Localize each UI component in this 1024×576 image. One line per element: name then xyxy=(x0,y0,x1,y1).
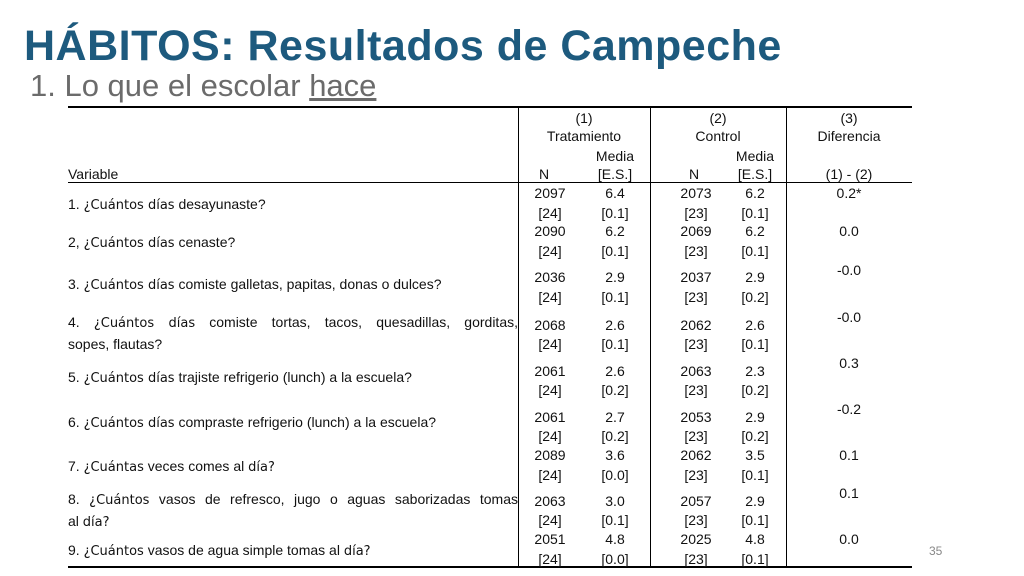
question-text: ¿Cuántos días xyxy=(83,198,175,213)
question-line-2 xyxy=(68,334,518,354)
question-text: 1. xyxy=(68,196,84,212)
difference-value: 0.3 xyxy=(839,355,859,371)
page-number: 35 xyxy=(929,544,943,558)
difference-value: -0.2 xyxy=(836,401,862,417)
treatment-n-se: [24] xyxy=(538,243,562,259)
treatment-mean: 6.4 xyxy=(605,185,625,201)
group-name-2: Control xyxy=(695,128,741,144)
question-text: al xyxy=(68,513,83,529)
control-n: 2057 xyxy=(680,493,712,509)
treatment-n: 2090 xyxy=(534,223,566,239)
column-divider-1 xyxy=(518,106,519,568)
treatment-n: 2068 xyxy=(534,317,566,333)
subtitle-underlined-word: hace xyxy=(309,68,377,103)
control-n: 2069 xyxy=(680,223,712,239)
question-text: desayunaste? xyxy=(174,196,266,212)
variable-question xyxy=(68,312,518,354)
group-name-3: Diferencia xyxy=(817,128,881,144)
control-n: 2063 xyxy=(680,363,712,379)
control-mean-se: [0.1] xyxy=(741,467,769,483)
control-n-se: [23] xyxy=(684,289,708,305)
group-name-1: Tratamiento xyxy=(546,128,622,144)
control-n-se: [23] xyxy=(684,428,708,444)
question-text: veces comes al xyxy=(143,458,249,474)
difference-value: -0.0 xyxy=(836,262,862,278)
control-mean: 3.5 xyxy=(745,447,765,463)
question-text: 8. xyxy=(68,491,90,507)
question-text: comiste galletas, papitas, donas o dulces? xyxy=(174,276,442,292)
header-n-control: N xyxy=(688,166,700,182)
treatment-n-se: [24] xyxy=(538,382,562,398)
difference-value: 0.0 xyxy=(839,223,859,239)
treatment-n-se: [24] xyxy=(538,428,562,444)
question-text: ¿Cuántos días xyxy=(83,371,175,386)
variable-question xyxy=(68,367,518,389)
control-n-se: [23] xyxy=(684,467,708,483)
treatment-mean: 2.6 xyxy=(605,317,625,333)
question-text: ¿Cuántos días xyxy=(93,316,196,331)
treatment-mean-se: [0.1] xyxy=(601,336,629,352)
control-mean: 2.3 xyxy=(745,363,765,379)
control-mean: 6.2 xyxy=(745,185,765,201)
question-text: ¿Cuántos xyxy=(83,544,144,559)
treatment-n-se: [24] xyxy=(538,336,562,352)
treatment-mean: 3.0 xyxy=(605,493,625,509)
question-text: vasos de agua simple tomas al xyxy=(143,542,344,558)
question-text: 2, xyxy=(68,234,84,250)
treatment-mean: 3.6 xyxy=(605,447,625,463)
header-se-treatment: [E.S.] xyxy=(597,166,633,182)
treatment-n-se: [24] xyxy=(538,551,562,567)
treatment-n: 2061 xyxy=(534,363,566,379)
question-text: ¿Cuántos días xyxy=(83,278,175,293)
header-variable: Variable xyxy=(68,166,119,182)
treatment-n: 2061 xyxy=(534,409,566,425)
treatment-mean: 2.9 xyxy=(605,269,625,285)
difference-value: 0.1 xyxy=(839,485,859,501)
question-text: 5. xyxy=(68,369,84,385)
treatment-mean: 4.8 xyxy=(605,531,625,547)
question-text: 7. xyxy=(68,458,84,474)
question-text: 6. xyxy=(68,414,84,430)
question-text: 4. xyxy=(68,314,94,330)
control-mean: 2.9 xyxy=(745,493,765,509)
question-text: día? xyxy=(248,460,275,475)
header-n-treatment: N xyxy=(538,166,550,182)
question-text: vasos de refresco, jugo o aguas saborizadas tomas xyxy=(149,491,518,507)
question-text: compraste refrigerio (lunch) a la escuela? xyxy=(174,414,437,430)
question-line-2 xyxy=(68,511,518,533)
variable-question xyxy=(68,274,518,296)
treatment-mean: 2.7 xyxy=(605,409,625,425)
treatment-n: 2089 xyxy=(534,447,566,463)
question-text: comiste tortas, tacos, quesadillas, gorditas, xyxy=(195,314,518,330)
control-mean-se: [0.1] xyxy=(741,512,769,528)
treatment-mean-se: [0.1] xyxy=(601,205,629,221)
control-n: 2025 xyxy=(680,531,712,547)
treatment-mean-se: [0.1] xyxy=(601,243,629,259)
question-text: ¿Cuántos xyxy=(89,493,150,508)
slide-title: HÁBITOS: Resultados de Campeche xyxy=(24,22,782,70)
treatment-n-se: [24] xyxy=(538,289,562,305)
treatment-n-se: [24] xyxy=(538,512,562,528)
control-n-se: [23] xyxy=(684,205,708,221)
variable-question xyxy=(68,194,518,216)
treatment-n: 2097 xyxy=(534,185,566,201)
control-n: 2073 xyxy=(680,185,712,201)
control-n-se: [23] xyxy=(684,382,708,398)
question-text: sopes, flautas? xyxy=(68,336,163,352)
control-mean-se: [0.1] xyxy=(741,551,769,567)
subtitle-text: 1. Lo que el escolar xyxy=(30,68,310,103)
group-number-1: (1) xyxy=(575,110,593,126)
treatment-mean-se: [0.0] xyxy=(601,551,629,567)
control-mean: 2.9 xyxy=(745,409,765,425)
control-mean: 6.2 xyxy=(745,223,765,239)
control-n-se: [23] xyxy=(684,243,708,259)
header-media-control: Media xyxy=(735,148,775,164)
control-mean-se: [0.1] xyxy=(741,205,769,221)
control-n: 2053 xyxy=(680,409,712,425)
variable-question xyxy=(68,232,518,254)
control-mean: 2.9 xyxy=(745,269,765,285)
difference-value: 0.1 xyxy=(839,447,859,463)
treatment-mean-se: [0.1] xyxy=(601,289,629,305)
group-number-2: (2) xyxy=(709,110,727,126)
control-n-se: [23] xyxy=(684,551,708,567)
treatment-n-se: [24] xyxy=(538,205,562,221)
variable-question xyxy=(68,456,518,478)
treatment-n-se: [24] xyxy=(538,467,562,483)
treatment-mean-se: [0.2] xyxy=(601,382,629,398)
question-line-1 xyxy=(68,312,518,334)
control-n-se: [23] xyxy=(684,336,708,352)
control-mean-se: [0.1] xyxy=(741,336,769,352)
header-difference: (1) - (2) xyxy=(825,166,873,182)
question-text: día? xyxy=(82,515,110,530)
control-mean-se: [0.1] xyxy=(741,243,769,259)
control-n: 2062 xyxy=(680,317,712,333)
control-mean-se: [0.2] xyxy=(741,382,769,398)
control-mean: 2.6 xyxy=(745,317,765,333)
control-mean: 4.8 xyxy=(745,531,765,547)
treatment-mean-se: [0.2] xyxy=(601,428,629,444)
question-text: 3. xyxy=(68,276,84,292)
control-n: 2037 xyxy=(680,269,712,285)
group-number-3: (3) xyxy=(840,110,858,126)
treatment-mean: 2.6 xyxy=(605,363,625,379)
treatment-n: 2051 xyxy=(534,531,566,547)
control-mean-se: [0.2] xyxy=(741,289,769,305)
question-text: trajiste refrigerio (lunch) a la escuela? xyxy=(174,369,412,385)
treatment-mean-se: [0.1] xyxy=(601,512,629,528)
variable-question xyxy=(68,489,518,533)
control-n: 2062 xyxy=(680,447,712,463)
difference-value: 0.0 xyxy=(839,531,859,547)
control-mean-se: [0.2] xyxy=(741,428,769,444)
variable-question xyxy=(68,540,518,562)
question-text: cenaste? xyxy=(174,234,236,250)
variable-question xyxy=(68,412,518,434)
question-line-1 xyxy=(68,489,518,511)
question-text: ¿Cuántos días xyxy=(83,416,175,431)
control-n-se: [23] xyxy=(684,512,708,528)
treatment-mean-se: [0.0] xyxy=(601,467,629,483)
difference-value: -0.0 xyxy=(836,309,862,325)
header-se-control: [E.S.] xyxy=(737,166,773,182)
question-text: día? xyxy=(343,544,371,559)
question-text: 9. xyxy=(68,542,84,558)
treatment-mean: 6.2 xyxy=(605,223,625,239)
question-text: ¿Cuántos días xyxy=(83,236,175,251)
difference-value: 0.2* xyxy=(836,185,862,201)
treatment-n: 2063 xyxy=(534,493,566,509)
column-divider-2 xyxy=(650,106,651,568)
question-text: ¿Cuántas xyxy=(83,460,144,475)
header-media-treatment: Media xyxy=(595,148,635,164)
slide-subtitle xyxy=(30,68,376,104)
treatment-n: 2036 xyxy=(534,269,566,285)
